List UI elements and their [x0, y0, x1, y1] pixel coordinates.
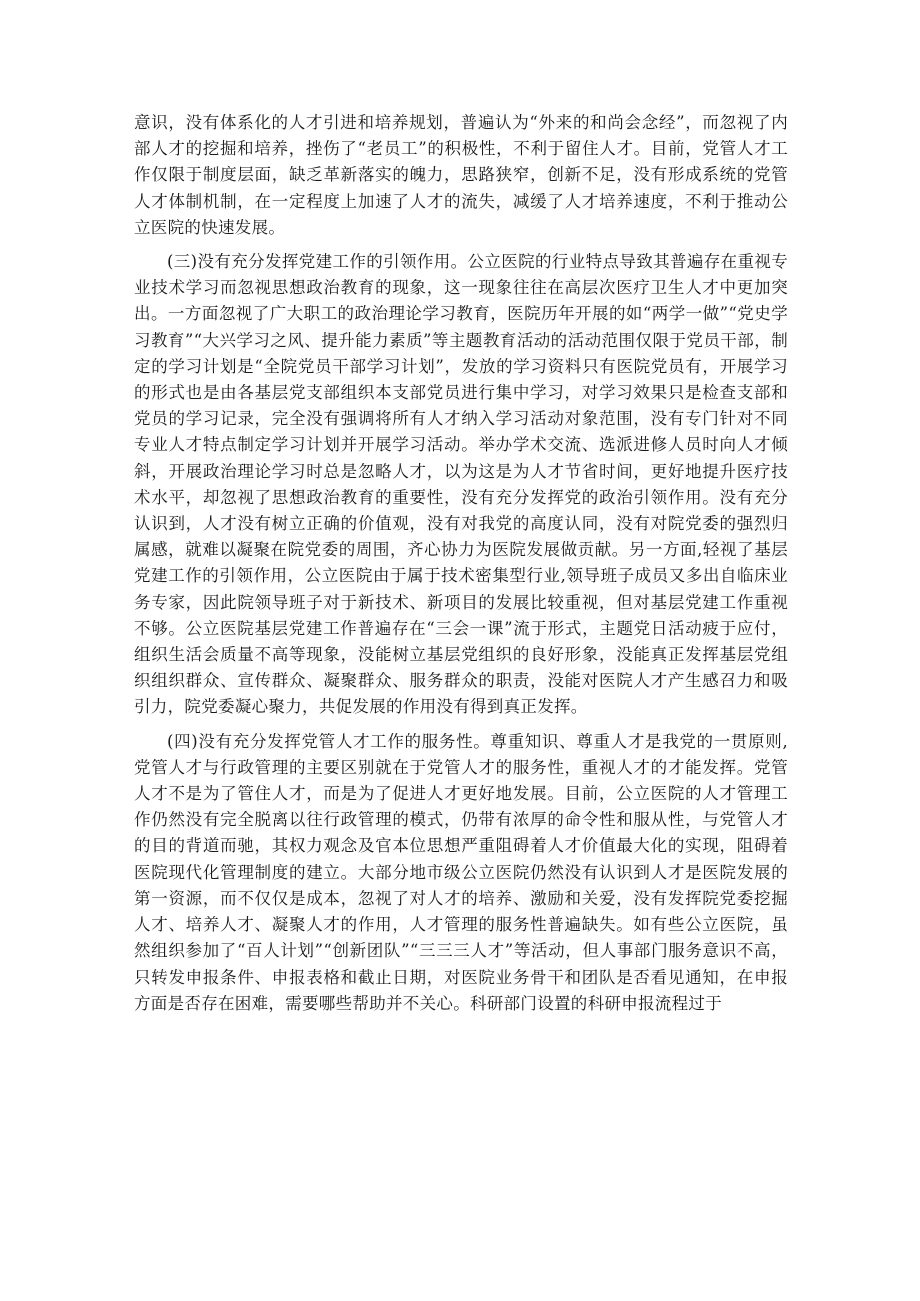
paragraph-section-4: (四)没有充分发挥党管人才工作的服务性。尊重知识、尊重人才是我党的一贯原则,党管人才与行政管理的主要区别就在于党管人才的服务性，重视人才的才能发挥。党管人才不是为了管住人才，而是为了促进人才更好地发展。目前，公立医院的人才管理工作仍然没有完全脱离以往行政管理的模式，仍带有浓厚的命令性和服从性，与党管人才的目的背道而驰，其权力观念及官本位思想严重阻碍着人才价值最大化的实现，阻碍着医院现代化管理制度的建立。大部分地市级公立医院仍然没有认识到人才是医院发展的第一资源，而不仅仅是成本，忽视了对人才的培养、激励和关爱，没有发挥院党委挖掘人才、培养人才、凝聚人才的作用，人才管理的服务性普遍缺失。如有些公立医院，虽然组织参加了“百人计划”“创新团队”“三三三人才”等活动，但人事部门服务意识不高，只转发申报条件、申报表格和截止日期，对医院业务骨干和团队是否看见通知，在申报方面是否存在困难，需要哪些帮助并不关心。科研部门设置的科研申报流程过于	[134, 731, 788, 1013]
document-body	[134, 110, 788, 1025]
paragraph-continuation: 意识，没有体系化的人才引进和培养规划，普遍认为“外来的和尚会念经”，而忽视了内部人才的挖掘和培养，挫伤了“老员工”的积极性，不利于留住人才。目前，党管人才工作仅限于制度层面，缺乏革新落实的魄力，思路狭窄，创新不足，没有形成系统的党管人才体制机制，在一定程度上加速了人才的流失，减缓了人才培养速度，不利于推动公立医院的快速发展。	[134, 113, 788, 237]
paragraph-section-3: (三)没有充分发挥党建工作的引领作用。公立医院的行业特点导致其普遍存在重视专业技术学习而忽视思想政治教育的现象，这一现象往往在高层次医疗卫生人才中更加突出。一方面忽视了广大职工的政治理论学习教育，医院历年开展的如“两学一做”“党史学习教育”“大兴学习之风、提升能力素质”等主题教育活动的活动范围仅限于党员干部，制定的学习计划是“全院党员干部学习计划”，发放的学习资料只有医院党员有，开展学习的形式也是由各基层党支部组织本支部党员进行集中学习，对学习效果只是检查支部和党员的学习记录，完全没有强调将所有人才纳入学习活动对象范围，没有专门针对不同专业人才特点制定学习计划并开展学习活动。举办学术交流、选派进修人员时向人才倾斜，开展政治理论学习时总是忽略人才，以为这是为人才节省时间，更好地提升医疗技术水平，却忽视了思想政治教育的重要性，没有充分发挥党的政治引领作用。没有充分认识到，人才没有树立正确的价值观，没有对我党的高度认同，没有对院党委的强烈归属感，就难以凝聚在院党委的周围，齐心协力为医院发展做贡献。另一方面,轻视了基层党建工作的引领作用，公立医院由于属于技术密集型行业,领导班子成员又多出自临床业务专家，因此院领导班子对于新技术、新项目的发展比较重视，但对基层党建工作重视不够。公立医院基层党建工作普遍存在“三会一课”流于形式，主题党日活动疲于应付，组织生活会质量不高等现象，没能树立基层党组织的良好形象，没能真正发挥基层党组织组织群众、宣传群众、凝聚群众、服务群众的职责，没能对医院人才产生感召力和吸引力，院党委凝心聚力，共促发展的作用没有得到真正发挥。	[134, 252, 788, 717]
